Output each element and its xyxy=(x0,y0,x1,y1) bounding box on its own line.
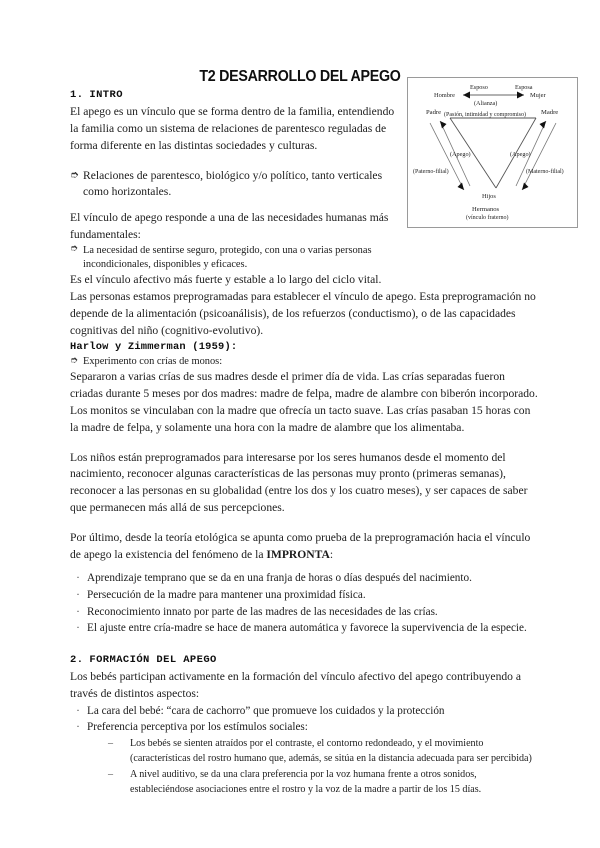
intro-paragraph-3: Es el vínculo afectivo más fuerte y estable a lo largo del ciclo vital. xyxy=(70,273,382,287)
intro-bullet-1-text: Relaciones de parentesco, biológico y/o político, tanto verticales como horizontales. xyxy=(83,168,383,199)
list-item: · El ajuste entre cría-madre se hace de manera automática y favorece la supervivencia de la especie. xyxy=(81,620,540,637)
label-padre: Padre xyxy=(426,109,442,116)
list-item: · Persecución de la madre para mantener una proximidad física. xyxy=(70,587,540,604)
intro-paragraph-4: Las personas estamos preprogramadas para establecer el vínculo de apego. Esta preprogramación no depende de la alimentación (psicoanálisis), de los refuerzos (conductismo), o de las capacidades cognitivas del niño (cognitivo-evolutivo). xyxy=(70,290,536,337)
label-vinculo-fraterno: (vínculo fraterno) xyxy=(466,215,509,221)
intro-bullet-1 xyxy=(70,168,395,202)
page-title: T2 DESARROLLO DEL APEGO xyxy=(199,68,401,85)
label-materno-filial: (Materno-filial) xyxy=(526,169,564,175)
heading-formacion xyxy=(70,653,540,667)
arrow-bullet-icon: ➮ xyxy=(70,355,78,366)
label-madre: Madre xyxy=(541,109,559,116)
intro-section-upper xyxy=(70,88,395,201)
heading-intro-label: INTRO xyxy=(89,89,123,101)
label-hermanos: Hermanos xyxy=(472,206,500,213)
formacion-paragraph-1: Los bebés participan activamente en la formación del vínculo afectivo del apego contribuyendo a través de distintos aspectos: xyxy=(70,669,522,700)
impronta-keyword: IMPRONTA xyxy=(266,547,330,561)
label-pasion: (Pasión, intimidad y compromiso) xyxy=(444,112,526,118)
harlow-heading: Harlow y Zimmerman (1959): xyxy=(70,340,238,353)
arrow-bullet-icon: ➮ xyxy=(70,169,79,181)
label-apego-right: (Apego) xyxy=(510,151,531,158)
heading-intro xyxy=(70,88,395,102)
intro-paragraph-5: Los niños están preprogramados para interesarse por los seres humanos desde el momento del nacimiento, reconocer algunas características de las personas muy pronto (primeras semanas), reconocer a las personas en su globalidad (entre los dos y los cuatro meses), y ser capaces de saber que permanecen más allá de sus percepciones. xyxy=(70,450,528,515)
label-esposo: Esposo xyxy=(470,84,488,91)
label-hijos: Hijos xyxy=(482,193,496,200)
heading-intro-number: 1. xyxy=(70,89,84,101)
impronta-list xyxy=(70,570,540,636)
intro-paragraph-1: El apego es un vínculo que se forma dentro de la familia, entendiendo la familia como un sistema de relaciones de parentesco reguladas de forma diferente en las distintas sociedades y culturas. xyxy=(70,105,395,152)
label-hombre: Hombre xyxy=(434,92,455,99)
list-item: – A nivel auditivo, se da una clara preferencia por la voz humana frente a otros sonidos, estableciéndose asociaciones entre el rostro y la voz de la madre a partir de los 15 días. xyxy=(108,767,540,797)
heading-formacion-label: FORMACIÓN DEL APEGO xyxy=(89,653,217,666)
impronta-colon: : xyxy=(329,547,334,561)
list-item: · Preferencia perceptiva por los estímulos sociales: xyxy=(70,719,540,736)
list-item: – Los bebés se sienten atraídos por el contraste, el contorno redondeado, y el movimiento (características del rostro humano que, además, se sitúa en la distancia adecuada para ser percibida) xyxy=(108,736,540,766)
formacion-list xyxy=(70,703,540,736)
arrow-bullet-icon: ➮ xyxy=(70,244,78,255)
harlow-bullet-text: Experimento con crías de monos: xyxy=(83,356,223,368)
label-alianza: (Alianza) xyxy=(474,100,498,107)
label-esposa: Esposa xyxy=(515,84,533,91)
label-mujer: Mujer xyxy=(530,92,546,99)
list-item: · Reconocimiento innato por parte de las madres de las necesidades de las crías. xyxy=(70,604,540,621)
formacion-sublist xyxy=(70,736,540,798)
intro-paragraph-6 xyxy=(70,530,540,564)
heading-formacion-number: 2. xyxy=(70,653,84,666)
label-paterno-filial: (Paterno-filial) xyxy=(413,169,449,175)
intro-bullet-2-text: La necesidad de sentirse seguro, protegido, con una o varias personas incondicionales, disponibles y eficaces. xyxy=(83,244,372,270)
intro-paragraph-2: El vínculo de apego responde a una de las necesidades humanas más fundamentales: xyxy=(70,211,389,241)
list-item: · La cara del bebé: “cara de cachorro” que promueve los cuidados y la protección xyxy=(70,703,540,720)
harlow-bullet xyxy=(70,355,540,369)
label-apego-left: (Apego) xyxy=(450,151,471,158)
impronta-lead-text: Por último, desde la teoría etológica se apunta como prueba de la preprogramación hacia el vínculo de apego la existencia del fenómeno de la xyxy=(70,530,531,561)
list-item: · Aprendizaje temprano que se da en una franja de horas o días después del nacimiento. xyxy=(70,570,540,587)
intro-bullet-2 xyxy=(70,244,413,273)
harlow-body-paragraph: Separaron a varias crías de sus madres desde el primer día de vida. Las crías separadas fueron criadas durante 5 meses por dos madres: madre de felpa, madre de alambre con biberón incorporado. Los monitos se vinculaban con la madre que ofrecía un tacto suave. Las crías pasaban 15 horas con la madre de felpa, y solamente una hora con la madre de alambre que los alimentaba. xyxy=(70,370,538,434)
intro-section-lower xyxy=(70,203,540,798)
